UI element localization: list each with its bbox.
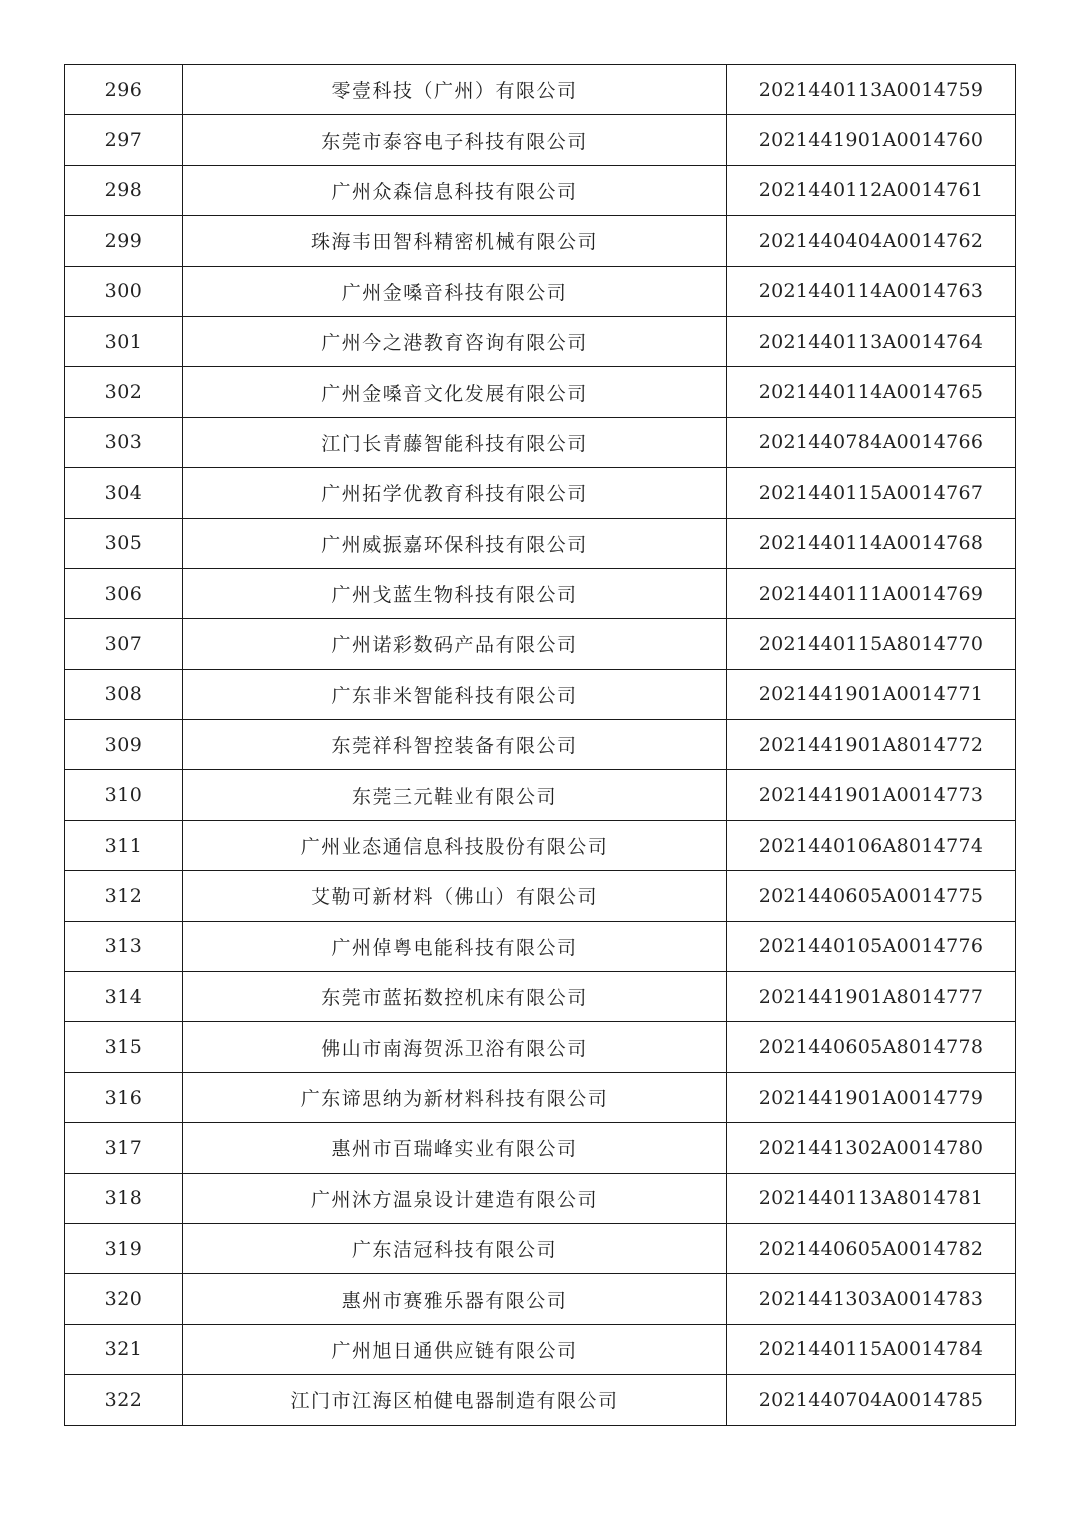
row-number-cell: 298 (65, 165, 183, 215)
table-row (65, 568, 1016, 618)
row-number-cell: 314 (65, 972, 183, 1022)
registration-code-cell: 2021440115A0014767 (727, 468, 1016, 518)
row-number-cell: 308 (65, 669, 183, 719)
company-name-cell: 广东洁冠科技有限公司 (183, 1223, 727, 1273)
registration-code-cell: 2021440113A0014759 (727, 65, 1016, 115)
table-row (65, 518, 1016, 568)
row-number-cell: 299 (65, 216, 183, 266)
table-row (65, 1072, 1016, 1122)
registration-code-cell: 2021440114A0014768 (727, 518, 1016, 568)
registration-code-cell: 2021440115A8014770 (727, 619, 1016, 669)
table-row (65, 921, 1016, 971)
registration-code-cell: 2021440605A0014775 (727, 871, 1016, 921)
company-name-cell: 广州今之港教育咨询有限公司 (183, 316, 727, 366)
company-name-cell: 东莞三元鞋业有限公司 (183, 770, 727, 820)
row-number-cell: 310 (65, 770, 183, 820)
table-row (65, 669, 1016, 719)
registration-code-cell: 2021440113A8014781 (727, 1173, 1016, 1223)
row-number-cell: 311 (65, 820, 183, 870)
registration-code-cell: 2021440113A0014764 (727, 316, 1016, 366)
registration-code-cell: 2021440784A0014766 (727, 417, 1016, 467)
row-number-cell: 305 (65, 518, 183, 568)
row-number-cell: 304 (65, 468, 183, 518)
company-name-cell: 佛山市南海贺泺卫浴有限公司 (183, 1022, 727, 1072)
table-row (65, 1324, 1016, 1374)
company-list-table (64, 64, 1016, 1426)
table-row (65, 972, 1016, 1022)
row-number-cell: 315 (65, 1022, 183, 1072)
company-name-cell: 惠州市赛雅乐器有限公司 (183, 1274, 727, 1324)
company-name-cell: 江门市江海区柏健电器制造有限公司 (183, 1375, 727, 1425)
registration-code-cell: 2021441901A0014760 (727, 115, 1016, 165)
company-name-cell: 广东谛思纳为新材料科技有限公司 (183, 1072, 727, 1122)
company-name-cell: 珠海韦田智科精密机械有限公司 (183, 216, 727, 266)
registration-code-cell: 2021441901A0014773 (727, 770, 1016, 820)
row-number-cell: 303 (65, 417, 183, 467)
registration-code-cell: 2021440111A0014769 (727, 568, 1016, 618)
table-row (65, 316, 1016, 366)
company-name-cell: 广州诺彩数码产品有限公司 (183, 619, 727, 669)
company-name-cell: 广州倬粤电能科技有限公司 (183, 921, 727, 971)
table-row (65, 619, 1016, 669)
registration-code-cell: 2021441303A0014783 (727, 1274, 1016, 1324)
row-number-cell: 316 (65, 1072, 183, 1122)
table-row (65, 165, 1016, 215)
registration-code-cell: 2021440115A0014784 (727, 1324, 1016, 1374)
company-name-cell: 惠州市百瑞峰实业有限公司 (183, 1123, 727, 1173)
row-number-cell: 301 (65, 316, 183, 366)
registration-code-cell: 2021440605A8014778 (727, 1022, 1016, 1072)
table-row (65, 1274, 1016, 1324)
row-number-cell: 297 (65, 115, 183, 165)
company-name-cell: 广州业态通信息科技股份有限公司 (183, 820, 727, 870)
table-row (65, 720, 1016, 770)
company-name-cell: 广州金嗓音文化发展有限公司 (183, 367, 727, 417)
row-number-cell: 317 (65, 1123, 183, 1173)
row-number-cell: 302 (65, 367, 183, 417)
table-row (65, 216, 1016, 266)
registration-code-cell: 2021440114A0014763 (727, 266, 1016, 316)
registration-code-cell: 2021441901A0014779 (727, 1072, 1016, 1122)
registration-code-cell: 2021440605A0014782 (727, 1223, 1016, 1273)
registration-code-cell: 2021440114A0014765 (727, 367, 1016, 417)
company-name-cell: 东莞祥科智控装备有限公司 (183, 720, 727, 770)
table-body (65, 65, 1016, 1426)
row-number-cell: 300 (65, 266, 183, 316)
table-row (65, 1123, 1016, 1173)
row-number-cell: 312 (65, 871, 183, 921)
company-name-cell: 东莞市泰容电子科技有限公司 (183, 115, 727, 165)
table-row (65, 871, 1016, 921)
registration-code-cell: 2021441302A0014780 (727, 1123, 1016, 1173)
registration-code-cell: 2021441901A8014772 (727, 720, 1016, 770)
row-number-cell: 309 (65, 720, 183, 770)
company-name-cell: 广州威振嘉环保科技有限公司 (183, 518, 727, 568)
registration-code-cell: 2021441901A0014771 (727, 669, 1016, 719)
table-row (65, 820, 1016, 870)
table-row (65, 770, 1016, 820)
table-row (65, 1375, 1016, 1425)
company-name-cell: 东莞市蓝拓数控机床有限公司 (183, 972, 727, 1022)
table-row (65, 1173, 1016, 1223)
row-number-cell: 320 (65, 1274, 183, 1324)
table-row (65, 468, 1016, 518)
company-name-cell: 江门长青藤智能科技有限公司 (183, 417, 727, 467)
table-row (65, 115, 1016, 165)
company-name-cell: 广州金嗓音科技有限公司 (183, 266, 727, 316)
row-number-cell: 296 (65, 65, 183, 115)
table-row (65, 1223, 1016, 1273)
row-number-cell: 319 (65, 1223, 183, 1273)
company-name-cell: 广州众森信息科技有限公司 (183, 165, 727, 215)
row-number-cell: 313 (65, 921, 183, 971)
row-number-cell: 321 (65, 1324, 183, 1374)
registration-code-cell: 2021440105A0014776 (727, 921, 1016, 971)
table-row (65, 417, 1016, 467)
company-name-cell: 广州戈蓝生物科技有限公司 (183, 568, 727, 618)
registration-code-cell: 2021440404A0014762 (727, 216, 1016, 266)
registration-code-cell: 2021441901A8014777 (727, 972, 1016, 1022)
table-row (65, 266, 1016, 316)
row-number-cell: 306 (65, 568, 183, 618)
registration-code-cell: 2021440704A0014785 (727, 1375, 1016, 1425)
row-number-cell: 307 (65, 619, 183, 669)
table-row (65, 367, 1016, 417)
company-name-cell: 广州旭日通供应链有限公司 (183, 1324, 727, 1374)
row-number-cell: 318 (65, 1173, 183, 1223)
registration-code-cell: 2021440112A0014761 (727, 165, 1016, 215)
company-name-cell: 广东非米智能科技有限公司 (183, 669, 727, 719)
company-name-cell: 艾勒可新材料（佛山）有限公司 (183, 871, 727, 921)
table-row (65, 1022, 1016, 1072)
company-name-cell: 广州拓学优教育科技有限公司 (183, 468, 727, 518)
registration-code-cell: 2021440106A8014774 (727, 820, 1016, 870)
company-name-cell: 零壹科技（广州）有限公司 (183, 65, 727, 115)
row-number-cell: 322 (65, 1375, 183, 1425)
company-name-cell: 广州沐方温泉设计建造有限公司 (183, 1173, 727, 1223)
table-row (65, 65, 1016, 115)
